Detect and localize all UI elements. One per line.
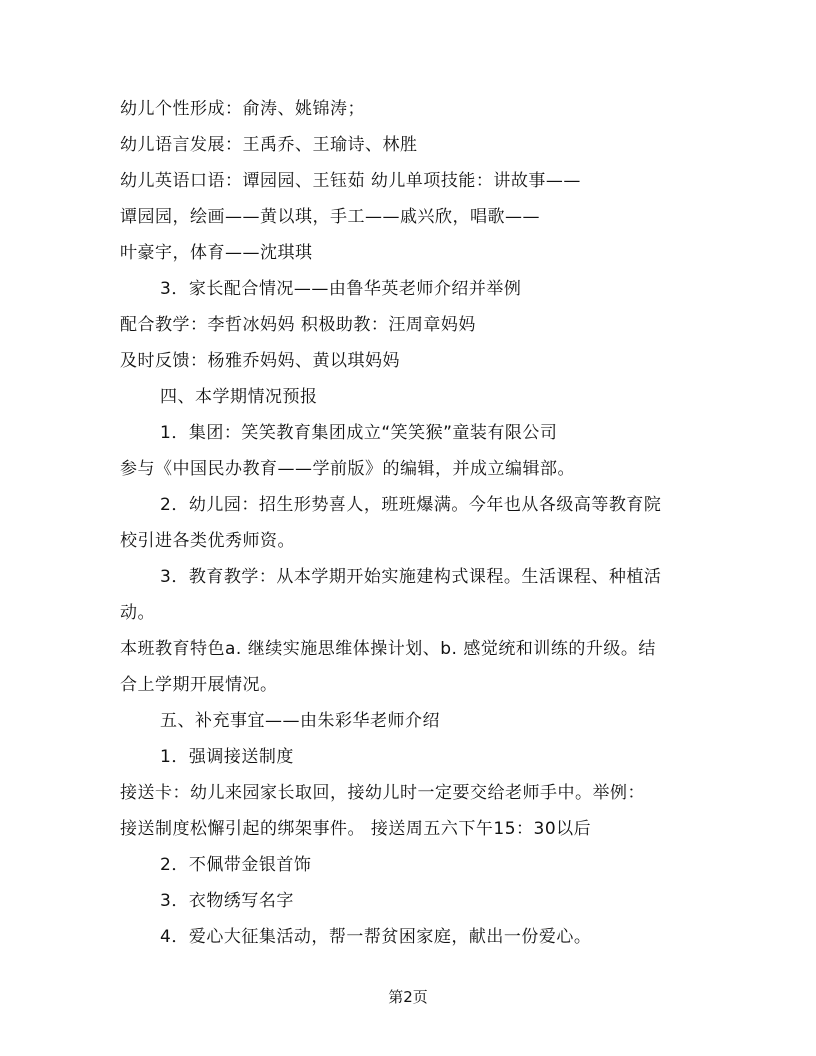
- text-line: 配合教学：李哲冰妈妈 积极助教：汪周章妈妈: [120, 315, 476, 335]
- text-line: 接送制度松懈引起的绑架事件。 接送周五六下午15：30以后: [120, 819, 592, 839]
- text-line: 谭园园，绘画——黄以琪，手工——戚兴欣，唱歌——: [120, 207, 540, 227]
- section-heading: 五、补充事宜——由朱彩华老师介绍: [160, 711, 440, 731]
- text-line: 本班教育特色a. 继续实施思维体操计划、b. 感觉统和训练的升级。结: [120, 639, 656, 659]
- text-line: 幼儿语言发展：王禹乔、王瑜诗、林胜: [120, 135, 418, 155]
- text-line: 3．教育教学：从本学期开始实施建构式课程。生活课程、种植活: [160, 567, 662, 587]
- text-line: 幼儿英语口语：谭园园、王钰茹 幼儿单项技能：讲故事——: [120, 171, 581, 191]
- text-line: 3．衣物绣写名字: [160, 891, 294, 911]
- page-number: 第2页: [388, 988, 428, 1006]
- text-line: 叶豪宇，体育——沈琪琪: [120, 243, 313, 263]
- text-line: 动。: [120, 603, 155, 623]
- text-line: 参与《中国民办教育——学前版》的编辑，并成立编辑部。: [120, 459, 575, 479]
- text-line: 3．家长配合情况——由鲁华英老师介绍并举例: [160, 279, 522, 299]
- text-line: 合上学期开展情况。: [120, 675, 278, 695]
- text-line: 校引进各类优秀师资。: [120, 531, 295, 551]
- text-line: 2．幼儿园：招生形势喜人，班班爆满。今年也从各级高等教育院: [160, 495, 662, 515]
- document-body: [120, 91, 700, 955]
- text-line: 4．爱心大征集活动，帮一帮贫困家庭，献出一份爱心。: [160, 927, 592, 947]
- text-line: 接送卡：幼儿来园家长取回，接幼儿时一定要交给老师手中。举例：: [120, 783, 645, 803]
- text-line: 2．不佩带金银首饰: [160, 855, 312, 875]
- text-line: 及时反馈：杨雅乔妈妈、黄以琪妈妈: [120, 351, 400, 371]
- section-heading: 四、本学期情况预报: [160, 387, 318, 407]
- text-line: 1．强调接送制度: [160, 747, 294, 767]
- text-line: 1．集团：笑笑教育集团成立“笑笑猴”童装有限公司: [160, 423, 558, 443]
- text-line: 幼儿个性形成：俞涛、姚锦涛；: [120, 99, 365, 119]
